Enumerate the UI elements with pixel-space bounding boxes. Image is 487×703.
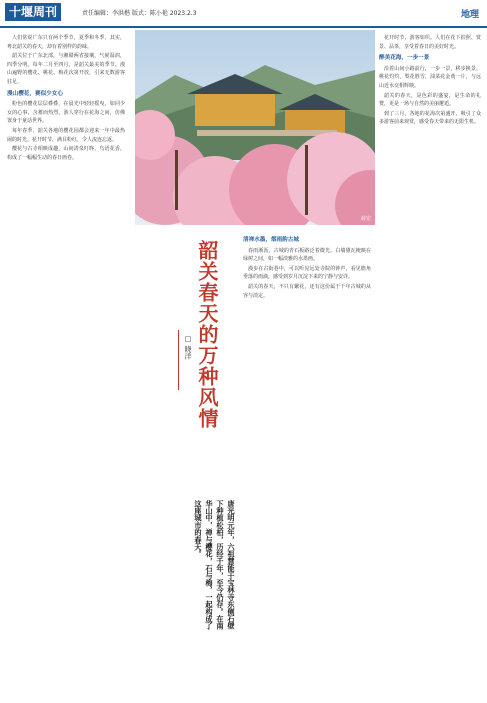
subheading: 醉美花海，一步一景 <box>379 55 430 62</box>
paragraph: 每年春季，韶关各地的樱花园都会迎来一年中最热闹的时光。花开时节，满目粉红，令人流连忘返。 <box>7 127 125 143</box>
paragraph: 花开时节，游客如织。人们在花下拍照、赏景、品茶，享受着春日的美好时光。 <box>379 35 481 50</box>
section-label: 地理 <box>460 10 479 20</box>
paragraph: 韶关位于广东北部，与湘赣两省接壤，气候温润，四季分明。每年二月至四月，是韶关最美的季节。漫山遍野的樱花、桃花、梅花次第开放，引来无数游客驻足。 <box>7 53 125 85</box>
article-column-3 <box>243 233 371 693</box>
photo-credit: 薛宏 <box>360 216 371 222</box>
paragraph: 沿着山间小路前行，一步一景，移步换景。桃花灼灼，梨花胜雪，油菜花金黄一片，与远山近水交相辉映。 <box>379 65 481 89</box>
page-header <box>0 0 487 28</box>
masthead-brand: 十堰周刊 <box>5 3 61 21</box>
subheading: 清禅水墨，烟雨韵古城 <box>243 237 299 243</box>
hero-photo <box>135 30 375 225</box>
paragraph: 人们常说广东只有两个季节，夏季和冬季，其实，粤北韶关的春天，却有着别样的韵味。 <box>7 35 125 50</box>
byline: □ 晓洋 <box>184 335 192 360</box>
paragraph: 樱花与古寺相映成趣，山间清泉叮咚，鸟语花香，构成了一幅幅生动的春日画卷。 <box>7 146 125 161</box>
paragraph: 韶关的春天，不只有繁花，还有这份属于千年古城的从容与淡定。 <box>243 283 371 299</box>
editor-meta: 责任编辑：李洪楷 版式：陈小艳 2023.2.3 <box>82 10 197 17</box>
temple-cherry-blossom-illustration <box>135 30 375 225</box>
lead-paragraph: 唐光明元年，六祖慧能于宝林寺东侧石壁下种植松柏，历经千年，至今仍存。在南华山中，禅与樱花，石与梅，一起构成了这座城市的春天。 <box>194 500 236 630</box>
paragraph: 韶关的春天，是色彩的盛宴，是生命的礼赞，更是一场与自然的美丽邂逅。 <box>379 92 481 108</box>
article-column-4 <box>379 34 481 694</box>
paragraph: 粉色的樱花层层叠叠，在晨光中轻轻摇曳，如同少女的心事，含蓄而热烈。游人穿行在花海之间，仿佛置身于童话世界。 <box>7 101 125 125</box>
paragraph: 漫步在古街巷中，可以听见远处寺院的钟声，看见檐角垂落的雨滴，感受到岁月沉淀下来的宁静与安详。 <box>243 265 371 281</box>
title-rule <box>178 330 179 390</box>
paragraph: 春雨淅沥，古城的青石板路泛着微光。白墙黛瓦掩映在绿树之间，如一幅淡雅的水墨画。 <box>243 247 371 263</box>
article-column-1 <box>7 34 125 694</box>
paragraph: 到了三月，各地的花海次第盛开，吸引了众多游客前来观赏，感受春天带来的无限生机。 <box>379 110 481 126</box>
feature-title: 韶关春天的万种风情 <box>195 240 219 429</box>
subheading: 漫山樱花，赛似少女心 <box>7 90 63 97</box>
